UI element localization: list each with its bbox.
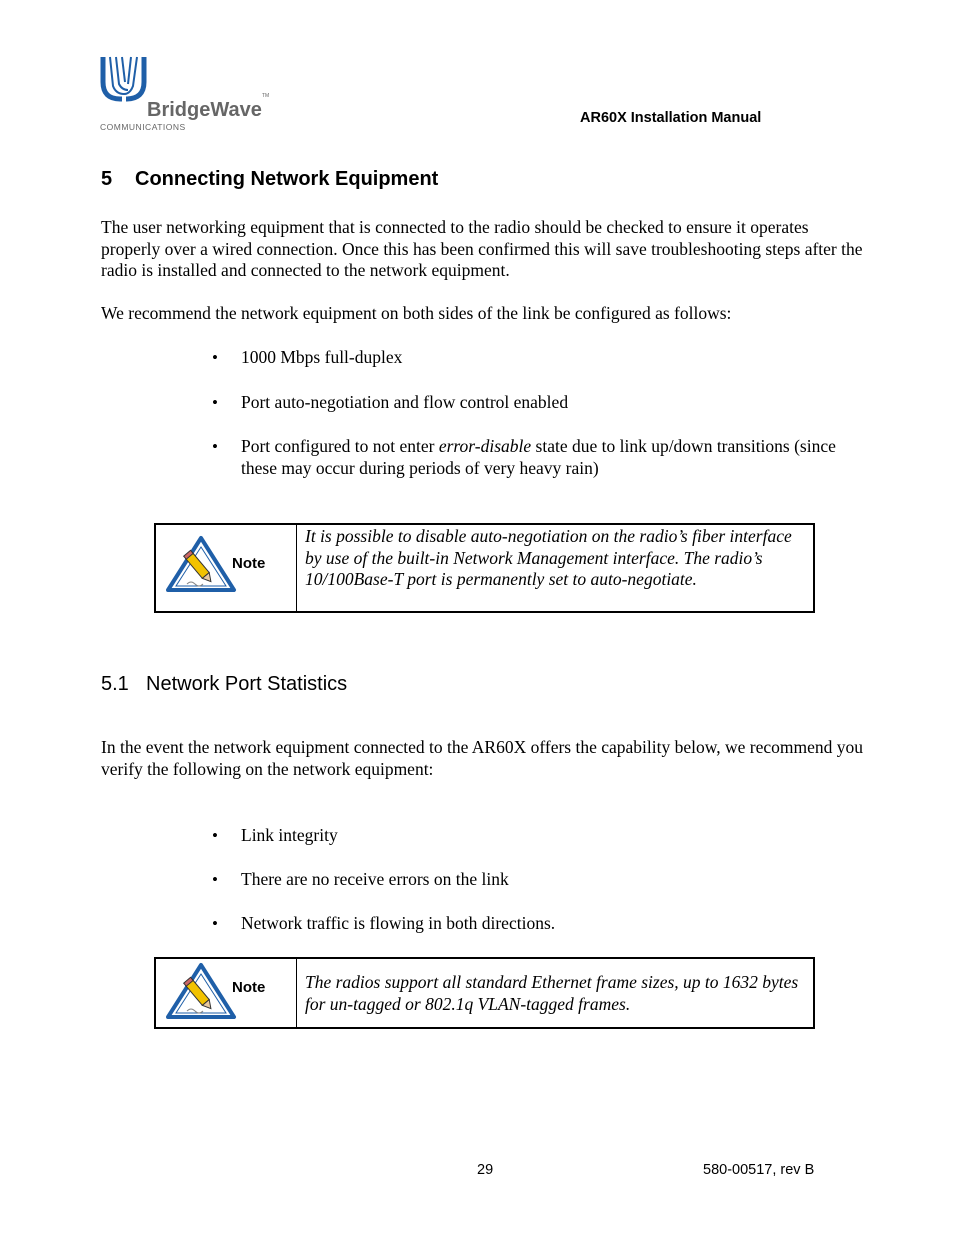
note-label-cell [156,525,297,611]
bullet-list [212,436,852,479]
subsection-number: 5.1 [101,673,129,695]
list-item-text: state due to link up/down transitions (since these may occur during periods of very heavy rain) [241,436,836,478]
statistics-paragraph: In the event the network equipment connected to the AR60X offers the capability below, we recommend you verify the following on the network equipment: [101,737,863,779]
bullet-list [212,869,852,891]
list-item: • Port auto-negotiation and flow control enabled [212,392,852,414]
intro-paragraph: The user networking equipment that is connected to the radio should be checked to ensure it operates properly over a wired connection. Once this has been confirmed this will save troubleshooting steps after the radio is installed and connected to the network equipment. [101,217,863,280]
note-box [154,523,815,613]
bridgewave-logo [100,54,275,134]
list-item [212,436,852,479]
list-item: • There are no receive errors on the link [212,869,852,891]
section-number: 5 [101,168,113,190]
list-item: • 1000 Mbps full-duplex [212,347,852,369]
bullet-list [212,347,852,369]
manual-title: AR60X Installation Manual [580,110,762,126]
svg-text:BridgeWave: BridgeWave [147,99,262,121]
pencil-warning-icon [165,962,237,1020]
svg-text:COMMUNICATIONS: COMMUNICATIONS [100,122,186,132]
subsection-title: Network Port Statistics [146,673,348,695]
note-box [154,957,815,1029]
note-label: Note [232,979,266,996]
bullet-list [212,392,852,414]
recommend-paragraph: We recommend the network equipment on both sides of the link be configured as follows: [101,303,732,323]
subsection-heading [101,673,347,696]
note-label: Note [232,555,266,572]
page-number: 29 [477,1162,494,1178]
note-text: It is possible to disable auto-negotiation on the radio’s fiber interface by use of the built-in Network Management interface. The radio’s 10/100Base-T port is permanently set to auto-negotiate. [305,526,792,589]
note-text: The radios support all standard Ethernet frame sizes, up to 1632 bytes for un-tagged or 802.1q VLAN-tagged frames. [305,972,799,1014]
bullet-list [212,913,852,935]
pencil-warning-icon [165,535,237,593]
section-title: Connecting Network Equipment [135,168,439,190]
list-item-text: Port configured to not enter [241,436,439,456]
note-label-cell [156,959,297,1027]
list-item: • Link integrity [212,825,852,847]
emphasis-term: error-disable [438,436,532,456]
svg-text:TM: TM [262,93,270,99]
document-id: 580-00517, rev B [703,1162,815,1178]
list-item: • Network traffic is flowing in both directions. [212,913,852,935]
bullet-list [212,825,852,847]
section-heading [101,168,438,191]
